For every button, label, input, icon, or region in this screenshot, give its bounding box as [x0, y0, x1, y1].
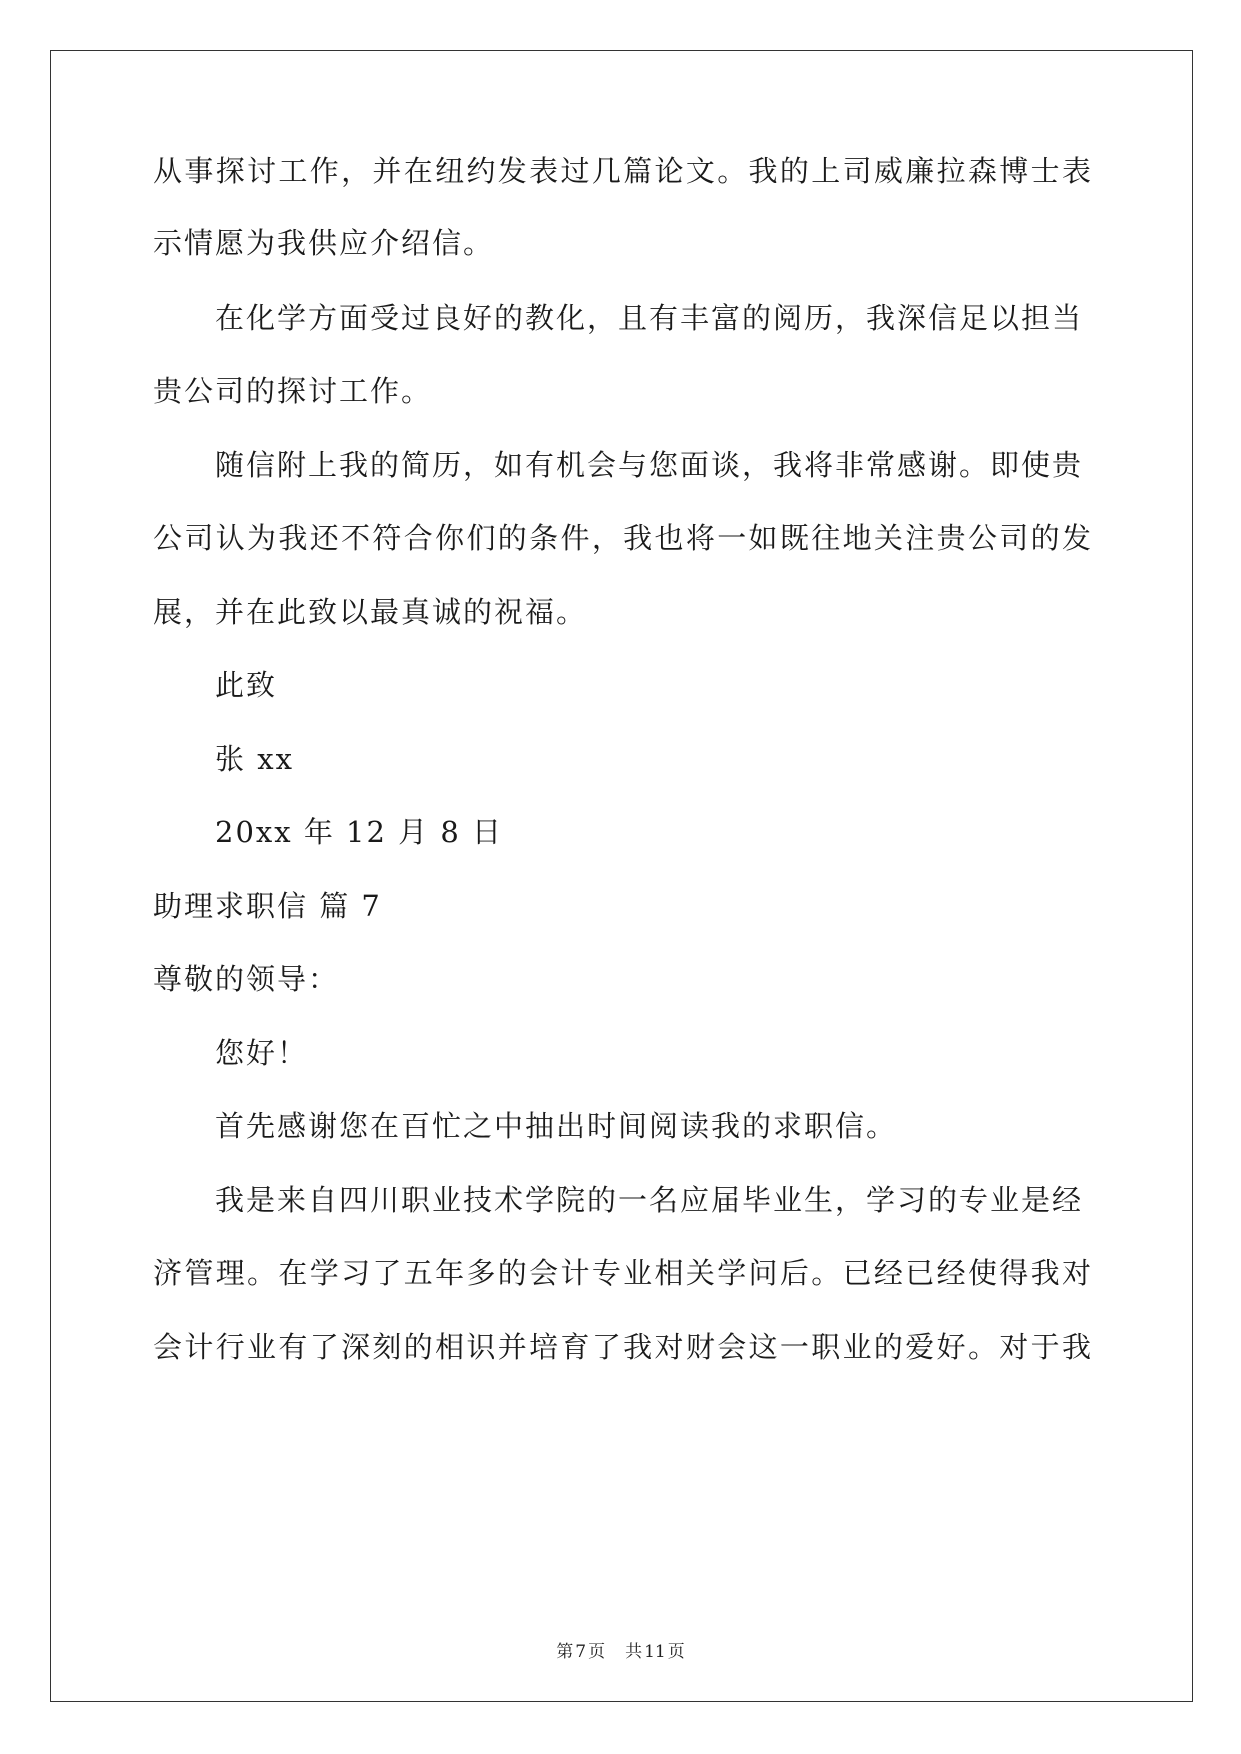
- body-line-5: 随信附上我的简历，如有机会与您面谈，我将非常感谢。即使贵: [215, 448, 1084, 482]
- greeting-line: 尊敬的领导：: [153, 962, 340, 996]
- body-line-10: 济管理。在学习了五年多的会计专业相关学问后。已经已经使得我对: [153, 1256, 1091, 1290]
- signature-name: 张 xx: [215, 742, 294, 776]
- signature-date: 20xx 年 12 月 8 日: [215, 815, 504, 849]
- footer-total-pages: 11: [644, 1642, 666, 1662]
- body-line-4: 贵公司的探讨工作。: [153, 374, 433, 408]
- closing-salutation: 此致: [215, 668, 278, 702]
- body-line-7: 展，并在此致以最真诚的祝福。: [153, 595, 588, 629]
- body-line-9: 我是来自四川职业技术学院的一名应届毕业生，学习的专业是经: [215, 1183, 1084, 1217]
- footer-page-prefix: 第: [556, 1642, 574, 1662]
- footer-total-prefix: 共: [625, 1642, 643, 1662]
- body-line-6: 公司认为我还不符合你们的条件，我也将一如既往地关注贵公司的发: [153, 521, 1091, 555]
- body-line-8: 首先感谢您在百忙之中抽出时间阅读我的求职信。: [215, 1109, 898, 1143]
- footer-total-suffix: 页: [667, 1642, 685, 1662]
- section-heading: 助理求职信 篇 7: [153, 889, 382, 923]
- hello-line: 您好！: [215, 1036, 309, 1070]
- body-line-1: 从事探讨工作，并在纽约发表过几篇论文。我的上司威廉拉森博士表: [153, 154, 1091, 188]
- body-line-3: 在化学方面受过良好的教化，且有丰富的阅历，我深信足以担当: [215, 301, 1084, 335]
- body-line-2: 示情愿为我供应介绍信。: [153, 226, 495, 260]
- footer-current-page: 7: [575, 1642, 587, 1662]
- body-line-11: 会计行业有了深刻的相识并培育了我对财会这一职业的爱好。对于我: [153, 1330, 1091, 1364]
- footer-page-suffix: 页: [588, 1642, 606, 1662]
- page-footer: [0, 1640, 1241, 1664]
